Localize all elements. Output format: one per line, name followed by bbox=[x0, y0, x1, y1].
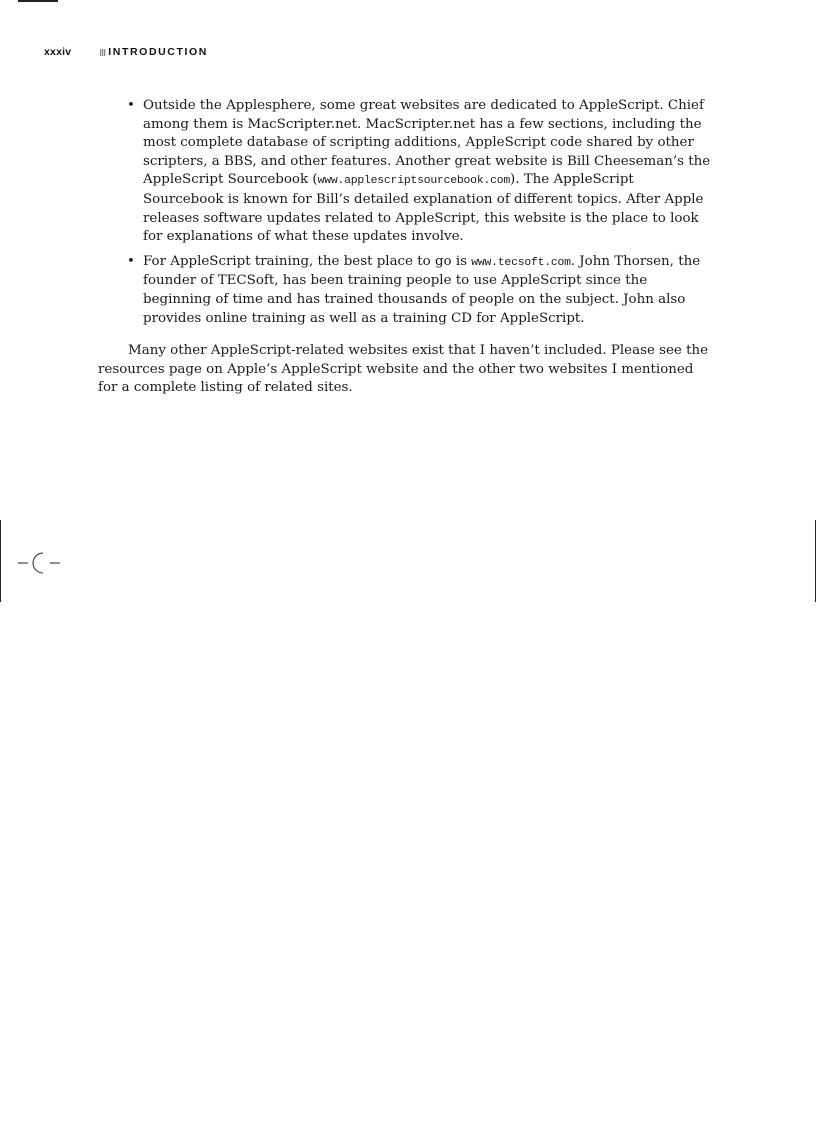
page-number: xxxiv bbox=[44, 46, 72, 58]
closing-paragraph: Many other AppleScript-related websites exist that I haven’t included. Please see the resources page on Apple’s AppleScript website and the other two websites I mentioned for a complete listing of related sites. bbox=[98, 343, 709, 396]
url-tecsoft: www.tecsoft.com bbox=[471, 256, 571, 269]
section-title: INTRODUCTION bbox=[108, 46, 208, 58]
bullet-text: Outside the Applesphere, some great websites are dedicated to AppleScript. Chief among them is MacScripter.net. MacScripter.net has a few sections, including the most complete database of scripting additions, AppleScript code shared by other scripters, a BBS, and other features. Another great website is Bill Cheeseman’s the AppleScript Sourcebook ( bbox=[143, 98, 711, 188]
registration-mark-icon bbox=[16, 548, 62, 578]
body-text bbox=[98, 97, 712, 398]
header-marker-icon bbox=[100, 49, 106, 56]
bullet-text: ). The AppleScript Sourcebook is known for Bill’s detailed explanation of different topics. After Apple releases software updates related to AppleScript, this website is the place to look for explanations of what these updates involve. bbox=[143, 172, 704, 245]
list-item bbox=[98, 97, 712, 247]
bullet-list bbox=[98, 97, 712, 328]
bullet-text: . John Thorsen, the founder of TECSoft, has been training people to use AppleScript since the beginning of time and has trained thousands of people on the subject. John also provides online training as well as a training CD for AppleScript. bbox=[143, 253, 701, 326]
crop-mark-top bbox=[18, 0, 58, 2]
list-item bbox=[98, 253, 712, 328]
bullet-text: For AppleScript training, the best place to go is bbox=[143, 253, 472, 269]
url-applescriptsourcebook: www.applescriptsourcebook.com bbox=[317, 175, 510, 188]
running-header bbox=[44, 44, 208, 60]
margin-rule-left bbox=[0, 520, 1, 602]
